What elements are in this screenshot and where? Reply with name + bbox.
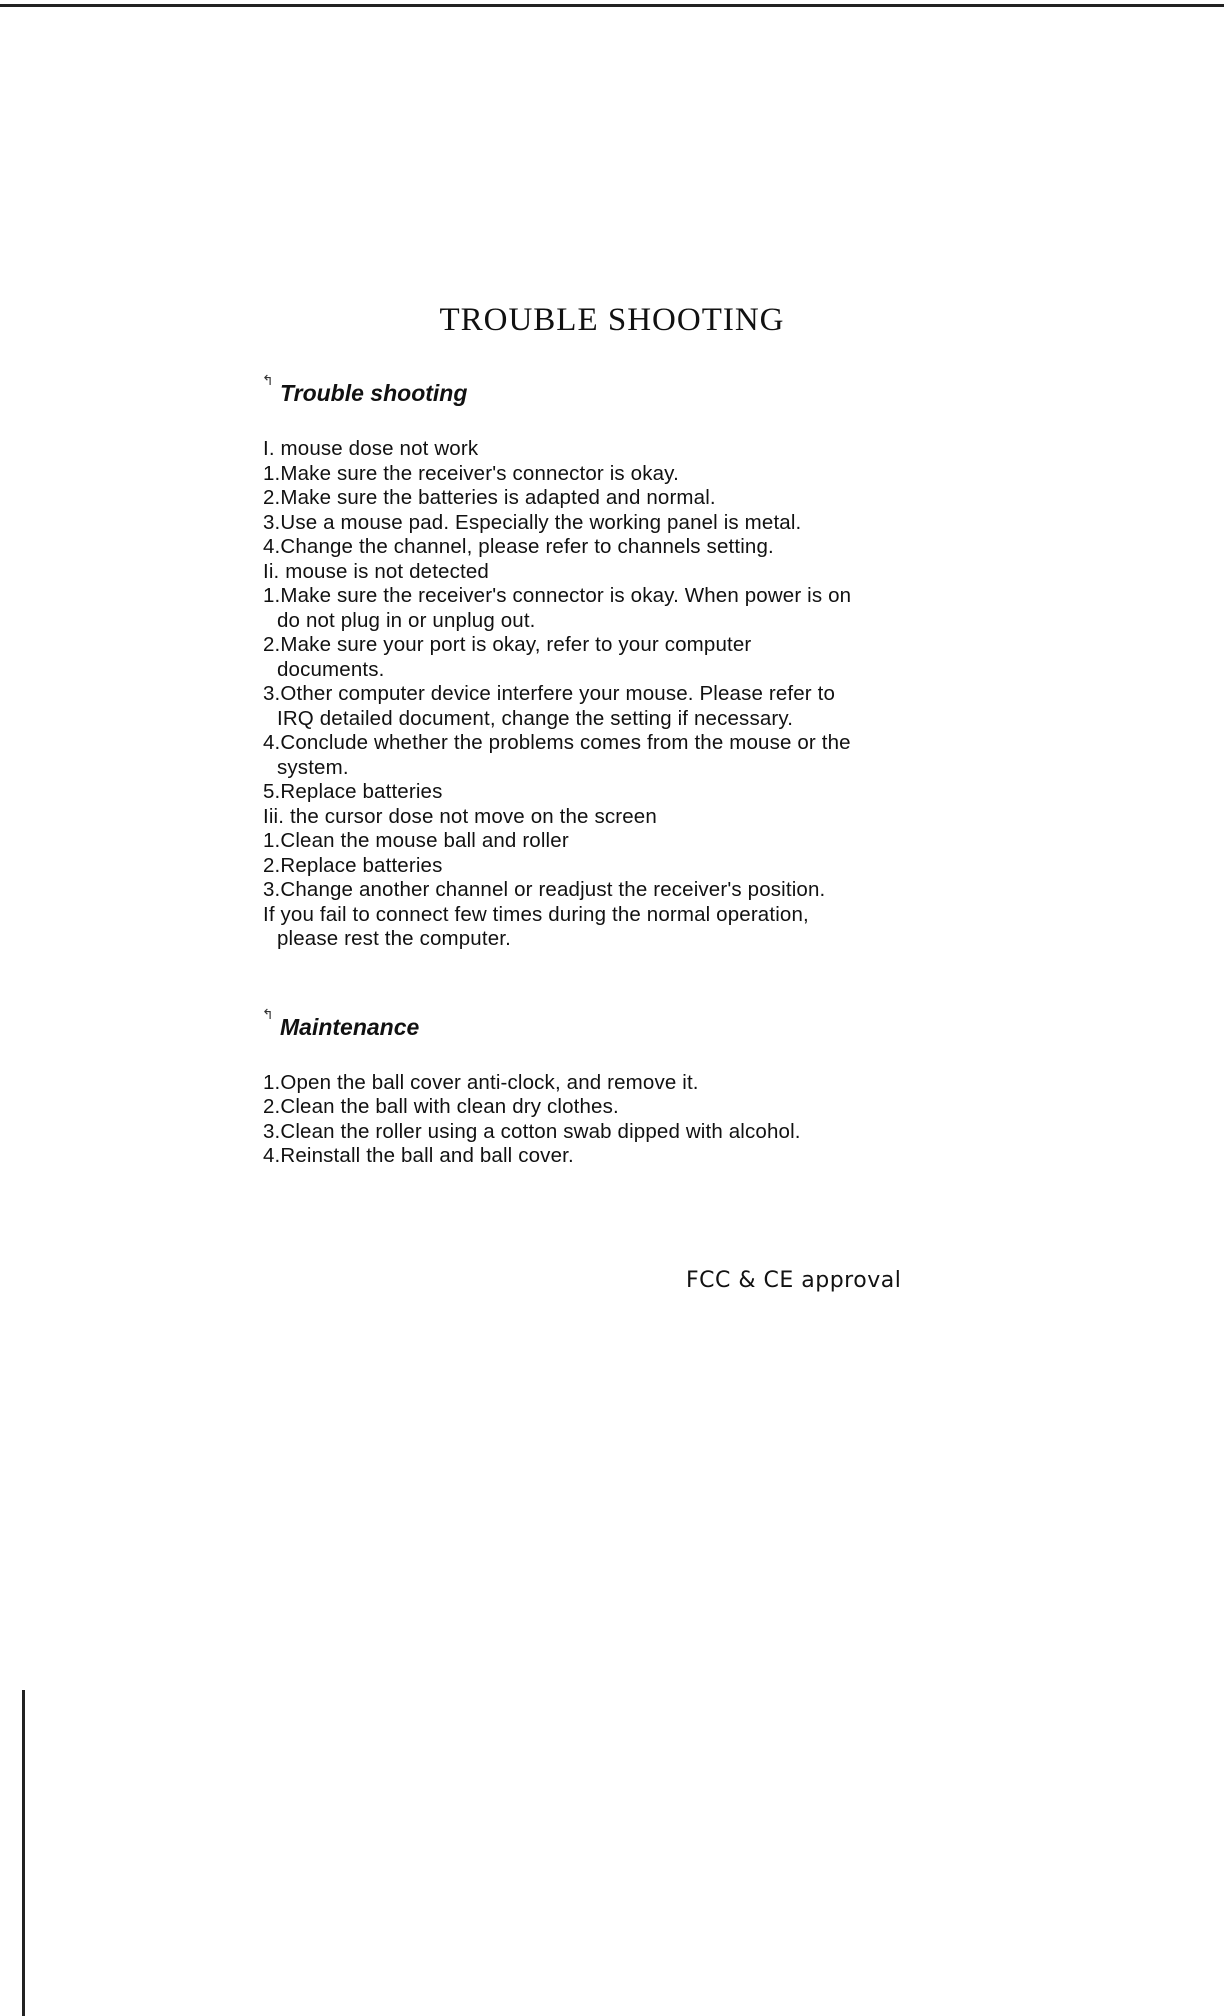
list-item bbox=[263, 560, 983, 585]
page-title: TROUBLE SHOOTING bbox=[439, 302, 785, 338]
list-item bbox=[263, 462, 983, 487]
list-item bbox=[263, 878, 983, 903]
left-scan-edge bbox=[22, 1690, 25, 2016]
list-item-text: 1.Clean the mouse ball and roller bbox=[263, 829, 569, 852]
heading-mark-icon: ↰ bbox=[262, 1005, 274, 1022]
maintenance-list bbox=[263, 1071, 983, 1169]
list-item-text: 2.Clean the ball with clean dry clothes. bbox=[263, 1095, 619, 1118]
list-item bbox=[263, 437, 983, 462]
list-item-text: 2.Make sure your port is okay, refer to your computer bbox=[263, 633, 752, 656]
list-item bbox=[263, 780, 983, 805]
list-item bbox=[263, 633, 983, 682]
list-item-text: 3.Use a mouse pad. Especially the working panel is metal. bbox=[263, 510, 802, 534]
list-item-text: 4.Conclude whether the problems comes from the mouse or the bbox=[263, 731, 851, 754]
list-item bbox=[263, 535, 983, 560]
list-item-text: 1.Make sure the receiver's connector is okay. When power is on bbox=[263, 584, 852, 607]
maintenance-heading-text: Maintenance bbox=[280, 1013, 420, 1040]
list-item bbox=[263, 682, 983, 731]
list-item-text: 1.Open the ball cover anti-clock, and remove it. bbox=[263, 1070, 699, 1094]
list-item-text: I. mouse dose not work bbox=[263, 437, 479, 460]
manual-content bbox=[262, 372, 983, 1169]
trouble-shooting-heading-text: Trouble shooting bbox=[280, 380, 468, 406]
list-item bbox=[263, 486, 983, 511]
heading-mark-icon: ↰ bbox=[262, 372, 274, 388]
list-item bbox=[263, 1120, 983, 1145]
list-item-text: 2.Make sure the batteries is adapted and normal. bbox=[263, 486, 716, 509]
fcc-ce-approval-note: FCC & CE approval bbox=[686, 1268, 902, 1293]
list-item bbox=[263, 584, 983, 633]
maintenance-heading bbox=[262, 1005, 983, 1041]
list-item-text: 3.Clean the roller using a cotton swab dipped with alcohol. bbox=[263, 1119, 801, 1143]
list-item-text: 3.Other computer device interfere your mouse. Please refer to bbox=[263, 682, 836, 705]
list-item-text: Ii. mouse is not detected bbox=[263, 559, 489, 583]
list-item-text: 4.Change the channel, please refer to channels setting. bbox=[263, 535, 774, 558]
list-item-continuation: please rest the computer. bbox=[277, 927, 511, 950]
list-item bbox=[263, 903, 983, 952]
list-item-continuation: documents. bbox=[277, 657, 385, 681]
list-item-continuation: system. bbox=[277, 755, 349, 779]
list-item-continuation: do not plug in or unplug out. bbox=[277, 608, 536, 632]
list-item bbox=[263, 511, 983, 536]
trouble-shooting-heading bbox=[262, 372, 983, 407]
list-item bbox=[263, 829, 983, 854]
list-item bbox=[263, 805, 983, 830]
list-item-text: 1.Make sure the receiver's connector is okay. bbox=[263, 461, 679, 485]
list-item bbox=[263, 1071, 983, 1096]
list-item bbox=[263, 854, 983, 879]
list-item bbox=[263, 731, 983, 780]
list-item bbox=[263, 1144, 983, 1169]
list-item-text: 4.Reinstall the ball and ball cover. bbox=[263, 1144, 574, 1167]
list-item-continuation: IRQ detailed document, change the setting if necessary. bbox=[277, 706, 794, 730]
list-item-text: 2.Replace batteries bbox=[263, 853, 443, 877]
trouble-shooting-list bbox=[263, 437, 983, 952]
list-item-text: 3.Change another channel or readjust the receiver's position. bbox=[263, 878, 826, 901]
list-item bbox=[263, 1095, 983, 1120]
top-scan-edge bbox=[0, 4, 1224, 7]
list-item-text: Iii. the cursor dose not move on the screen bbox=[263, 804, 657, 828]
list-item-text: If you fail to connect few times during the normal operation, bbox=[263, 902, 809, 926]
list-item-text: 5.Replace batteries bbox=[263, 780, 443, 803]
